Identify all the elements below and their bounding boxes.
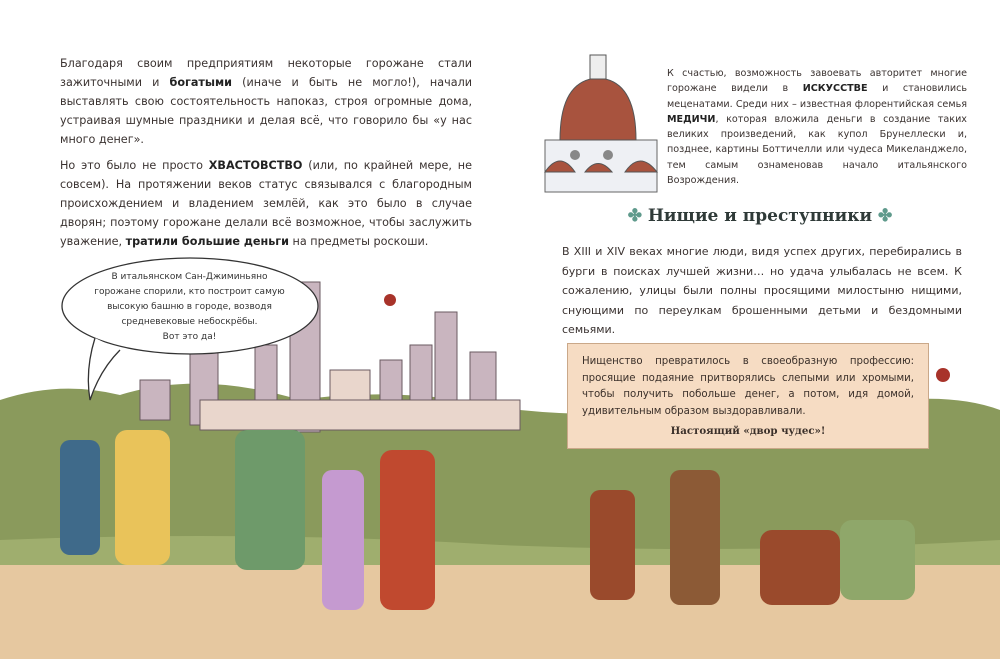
emphasis: богатыми [169,76,232,89]
emphasis: тратили большие деньги [125,235,289,248]
text: (или, по крайней мере, не совсем). На протяжении веков статус связывался с благородным происхождением и владением землёй, как это было в случае дворян; поэтому горожане делали всё возможное, чтобы заслужить уважение, [60,159,472,248]
section-heading [600,206,920,226]
heading-text: Нищие и преступники [647,206,873,226]
ornament-icon: ✤ [627,206,642,226]
medici-text [667,66,967,188]
text: (иначе и быть не могло!), начали выставлять свою состоятельность напоказ, строя огромные дома, устраивая шумные праздники и делая всё, что говорило бы «у нас много денег». [60,76,472,146]
ornament-icon: ✤ [878,206,893,226]
emphasis: МЕДИЧИ [667,113,716,125]
bubble-line: высокую башню в городе, возводя [107,302,272,312]
paragraph [60,156,472,251]
text: Но это было не просто [60,159,209,172]
note-highlight: Настоящий «двор чудес»! [670,425,826,437]
bubble-line: средневековые небоскрёбы. [121,317,258,327]
beggars-paragraph: В XIII и XIV веках многие люди, видя успех других, перебирались в бурги в поисках лучшей жизни… но удача улыбалась не всем. К сожалению, улицы были полны просящими милостыню нищими, снующими по переулкам брошенными детьми и бездомными семьями. [562,245,962,336]
note-box [567,343,929,449]
bubble-line: В итальянском Сан-Джиминьяно [111,272,268,282]
emphasis: ИСКУССТВЕ [802,83,868,95]
text: Благодаря своим предприятиям некоторые горожане стали зажиточными и [60,57,472,89]
text: и становились меценатами. Среди них – известная флорентийская семья [667,83,967,110]
bubble-line: горожане спорили, кто построит самую [94,287,285,297]
speech-bubble-text [82,270,297,345]
florence-dome-drawing [545,55,657,192]
bubble-line: Вот это да! [162,332,217,342]
text: на предметы роскоши. [289,235,429,248]
emphasis: ХВАСТОВСТВО [208,159,303,172]
left-body-text [60,54,472,258]
text: , которая вложила деньги в создание таких великих произведений, как купол Брунеллески и, позднее, картины Боттичелли или чудеса Микеланджело, тем самым ознаменовав начало итальянского Возрождения. [667,113,967,187]
text: К счастью, возможность завоевать авторитет многие горожане видели в [667,68,967,95]
paragraph [60,54,472,149]
note-text: Нищенство превратилось в своеобразную профессию: просящие подаяние притворялись слепыми или хромыми, чтобы получить побольше денег, а потом, идя домой, удивительным образом выздоравливали. [582,356,914,417]
